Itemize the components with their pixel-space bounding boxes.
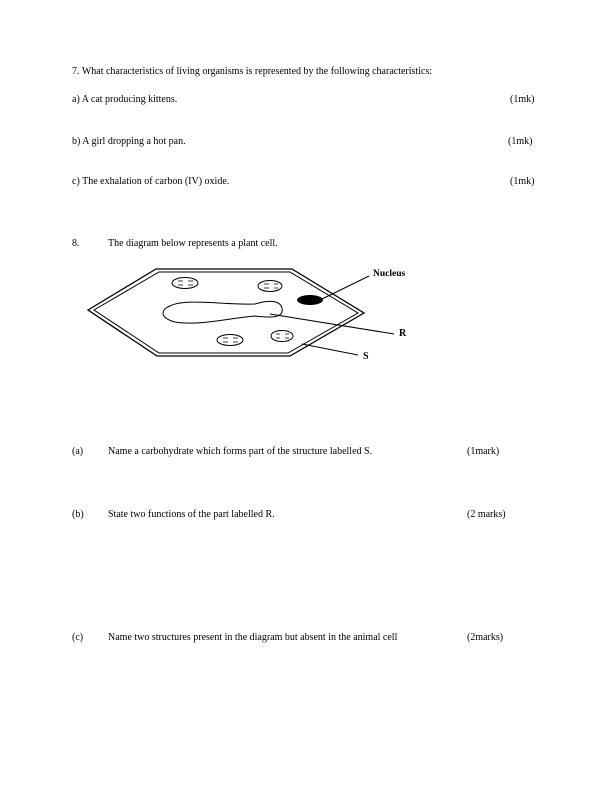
- q7c-text: c) The exhalation of carbon (IV) oxide.: [72, 176, 230, 187]
- q8b-text: State two functions of the part labelled R.: [108, 509, 275, 520]
- q7b-marks: (1mk): [508, 136, 533, 147]
- q8c-text: Name two structures present in the diagram but absent in the animal cell: [108, 632, 398, 643]
- q7b-text: b) A girl dropping a hot pan.: [72, 136, 186, 147]
- vacuole: [163, 301, 282, 323]
- q7a-text: a) A cat producing kittens.: [72, 94, 178, 105]
- q7c-marks: (1mk): [510, 176, 535, 187]
- q8a-label: (a): [72, 446, 84, 457]
- q8b-marks: (2 marks): [467, 509, 506, 520]
- label-s: S: [363, 351, 369, 362]
- cell-wall-outer: [88, 269, 364, 356]
- q8a-marks: (1mark): [467, 446, 500, 457]
- q7-stem: 7. What characteristics of living organisms is represented by the following characteristics:: [72, 66, 433, 77]
- q8c-marks: (2marks): [467, 632, 504, 643]
- label-nucleus: Nucleus: [373, 269, 406, 279]
- s-pointer: [302, 344, 358, 355]
- q8c-label: (c): [72, 632, 84, 643]
- chloroplasts: [172, 278, 293, 346]
- q8a-text: Name a carbohydrate which forms part of the structure labelled S.: [108, 446, 373, 457]
- q7a-marks: (1mk): [510, 94, 535, 105]
- nucleus-pointer: [322, 276, 369, 299]
- nucleus: [297, 295, 323, 305]
- q8-number: 8.: [72, 238, 80, 249]
- q8b-label: (b): [72, 509, 84, 520]
- q8-stem: The diagram below represents a plant cell.: [108, 238, 278, 249]
- label-r: R: [399, 328, 407, 339]
